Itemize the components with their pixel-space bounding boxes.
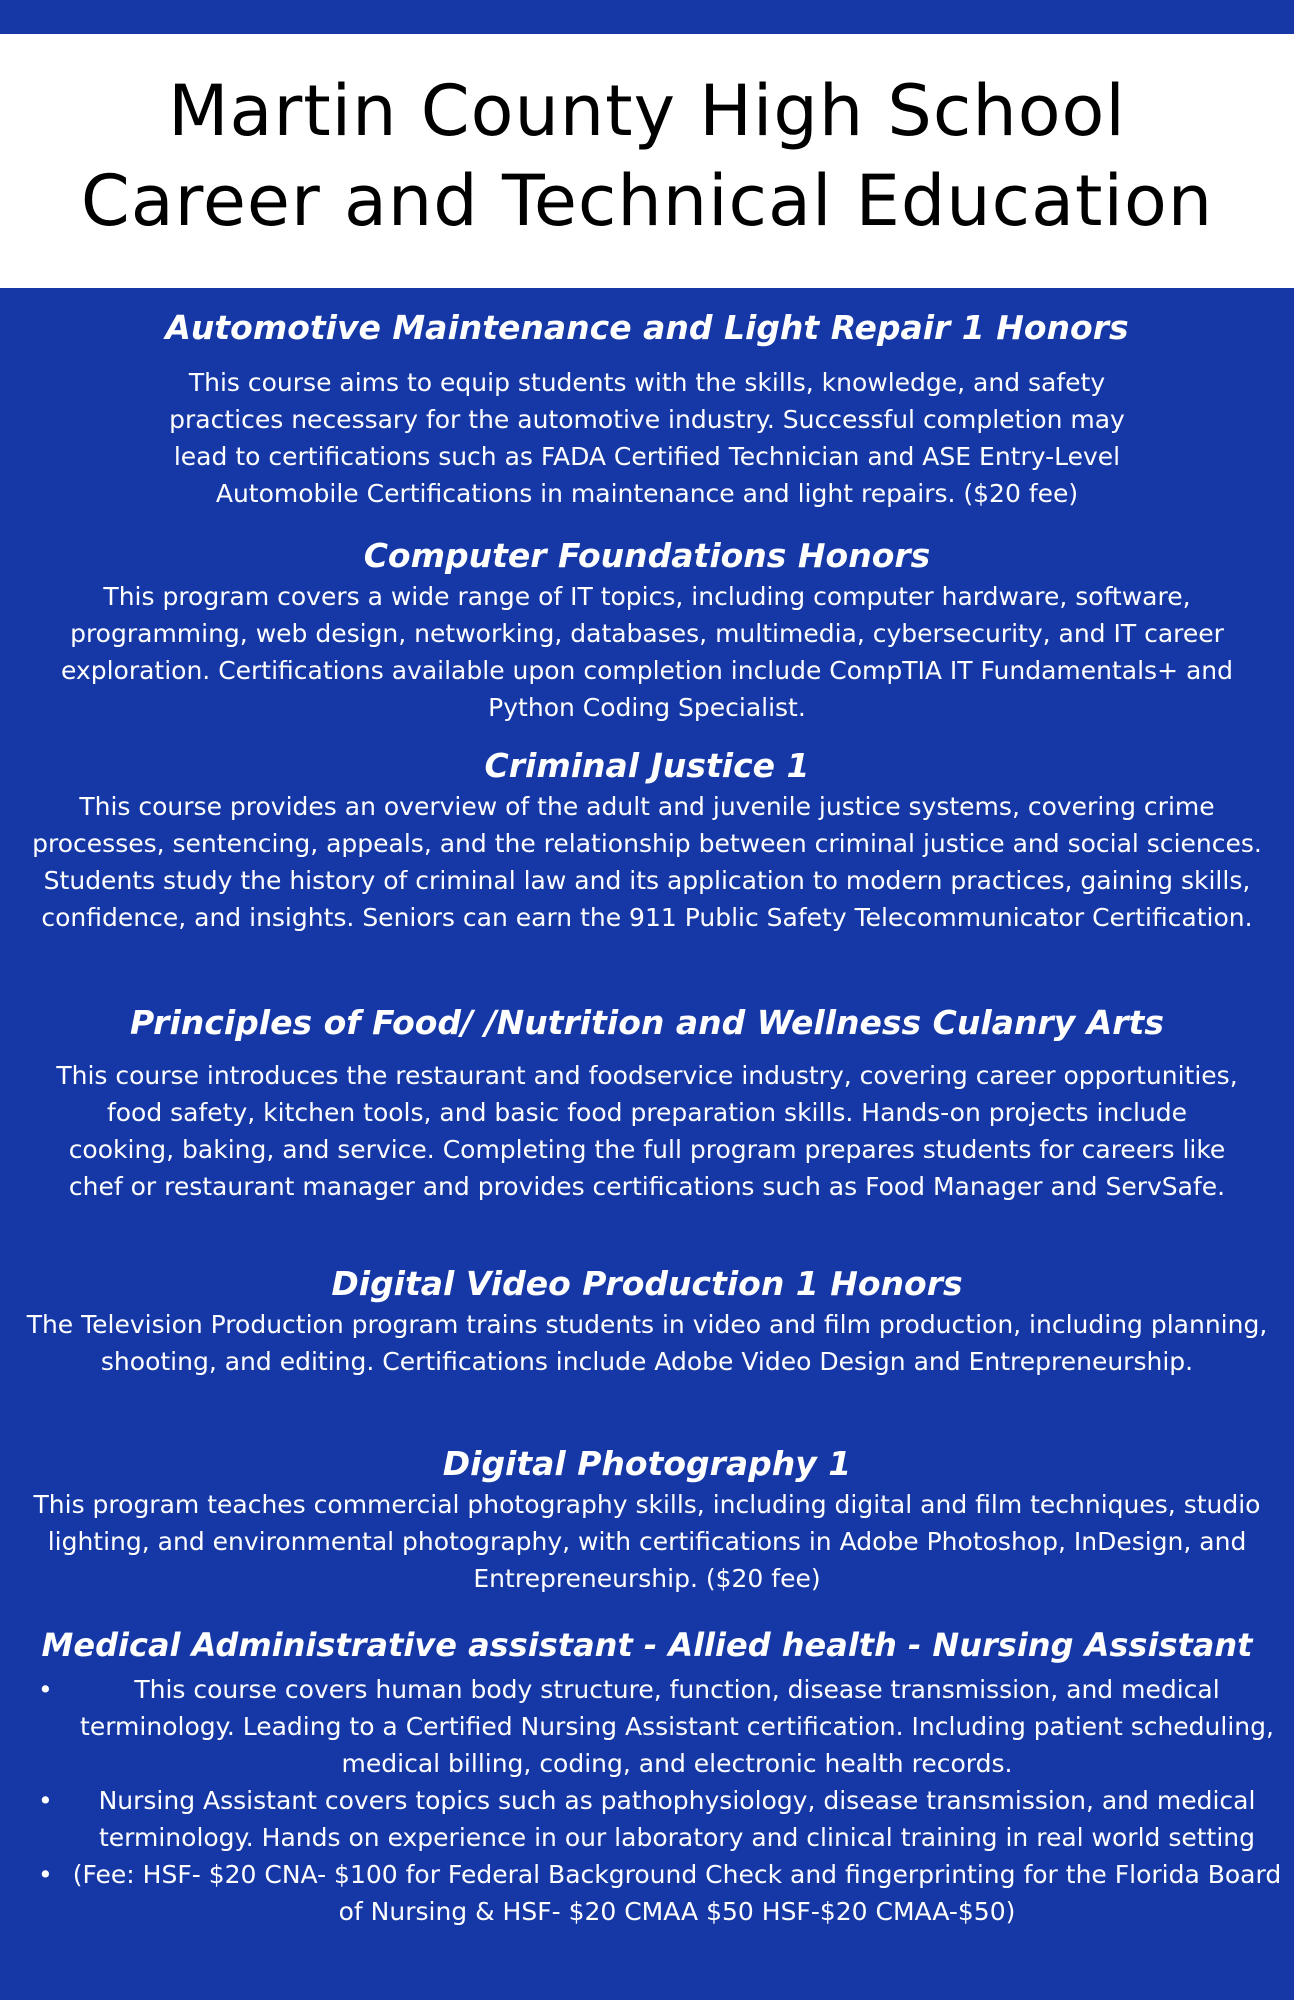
course-description: This course provides an overview of the adult and juvenile justice systems, covering crime processes, sentencing, appeals, and the relationship between criminal justice and social sciences. Students study the history of criminal law and its application to modern practices, gaining skills, confidence, and insights. Seniors can earn the 911 Public Safety Telecommunicator Certification. <box>32 792 1262 932</box>
bullet-text: (Fee: HSF- $20 CNA- $100 for Federal Background Check and fingerprinting for the Florida Board of Nursing & HSF- $20 CMAA $50 HSF-$20 CMAA-$50) <box>72 1860 1282 1926</box>
medical-bullet-list <box>0 1671 1294 1930</box>
page-header <box>0 34 1294 288</box>
course-description: This course aims to equip students with the skills, knowledge, and safety practices necessary for the automotive industry. Successful completion may lead to certifications such as FADA Certified Technician and ASE Entry-Level Automobile Certifications in maintenance and light repairs. ($20 fee) <box>169 368 1125 508</box>
course-title: Computer Foundations Honors <box>363 536 931 575</box>
course-title: Principles of Food/ /Nutrition and Wellness Culanry Arts <box>130 1003 1164 1042</box>
course-title: Digital Photography 1 <box>442 1444 852 1483</box>
course-computer-foundations <box>0 536 1294 726</box>
course-medical <box>0 1625 1294 1930</box>
course-description: This program teaches commercial photography skills, including digital and film techniques, studio lighting, and environmental photography, with certifications in Adobe Photoshop, InDesign, and Entrepreneurship. ($20 fee) <box>33 1490 1261 1593</box>
course-description: This program covers a wide range of IT topics, including computer hardware, software, programming, web design, networking, databases, multimedia, cybersecurity, and IT career exploration. Certifications available upon completion include CompTIA IT Fundamentals+ and Python Coding Specialist. <box>60 582 1234 722</box>
course-title: Criminal Justice 1 <box>484 746 810 785</box>
list-item <box>0 1856 1294 1930</box>
page-title-line-1: Martin County High School <box>168 70 1126 152</box>
course-description: This course introduces the restaurant and foodservice industry, covering career opportunities, food safety, kitchen tools, and basic food preparation skills. Hands-on projects include cooking, baking, and service. Completing the full program prepares students for careers like chef or restaurant manager and provides certifications such as Food Manager and ServSafe. <box>56 1061 1238 1201</box>
course-digital-video <box>0 1264 1294 1380</box>
course-title: Digital Video Production 1 Honors <box>331 1264 963 1303</box>
bullet-text: This course covers human body structure, function, disease transmission, and medical terminology. Leading to a Certified Nursing Assistant certification. Including patient scheduling, medical billing, coding, and electronic health records. <box>80 1675 1274 1778</box>
course-description: The Television Production program trains students in video and film production, including planning, shooting, and editing. Certifications include Adobe Video Design and Entrepreneurship. <box>26 1310 1268 1376</box>
course-title: Automotive Maintenance and Light Repair 1 Honors <box>165 308 1129 347</box>
course-automotive <box>0 308 1294 512</box>
course-criminal-justice <box>0 746 1294 936</box>
bullet-text: Nursing Assistant covers topics such as pathophysiology, disease transmission, and medical terminology. Hands on experience in our laboratory and clinical training in real world setting <box>98 1786 1256 1852</box>
page-title-line-2: Career and Technical Education <box>80 160 1214 242</box>
course-digital-photography <box>0 1444 1294 1597</box>
list-item <box>0 1671 1294 1782</box>
bullet-icon: • <box>38 1786 53 1815</box>
list-item <box>0 1782 1294 1856</box>
top-color-bar <box>0 0 1294 34</box>
bullet-icon: • <box>38 1675 53 1704</box>
course-title: Medical Administrative assistant - Allied health - Nursing Assistant <box>41 1626 1253 1664</box>
bullet-icon: • <box>38 1860 53 1889</box>
course-culinary-arts <box>0 1003 1294 1205</box>
